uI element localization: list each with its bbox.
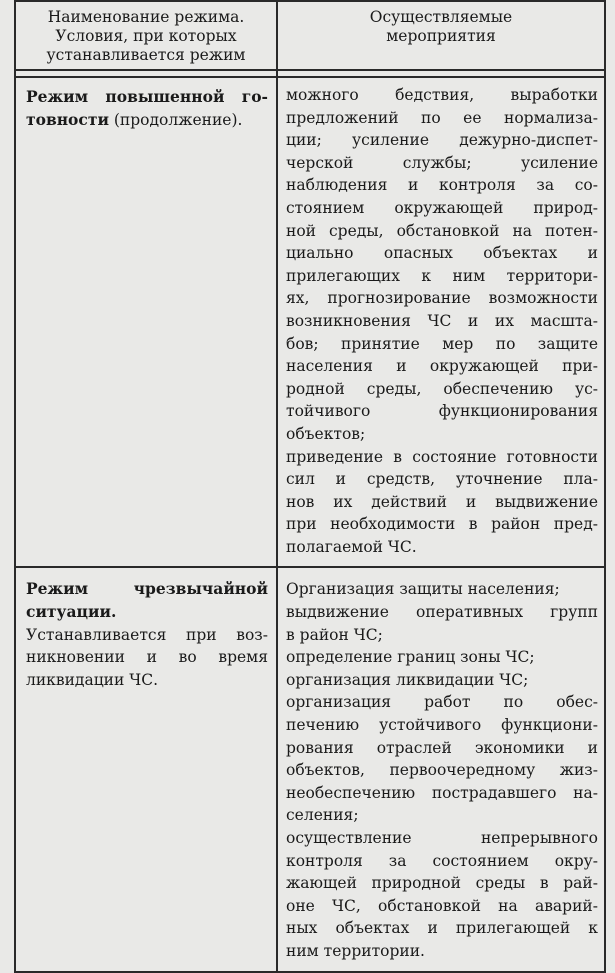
text-line: организация ликвидации ЧС;: [286, 670, 529, 689]
text-line: жающей природной среды в рай-: [286, 874, 598, 893]
text-line: предложений по ее нормализа-: [286, 108, 598, 127]
header-gap: [15, 70, 605, 77]
regimes-table: [14, 0, 606, 973]
header-line: мероприятия: [386, 27, 496, 45]
header-line: Условия, при которых: [55, 27, 237, 45]
text-line: никновении и во время: [26, 648, 268, 667]
header-line: Наименование режима.: [47, 8, 245, 26]
row2-regime-cell: [15, 567, 277, 971]
text-line: наблюдения и контроля за со-: [286, 176, 598, 195]
text-line: стоянием окружающей природ-: [286, 198, 598, 217]
text-line: полагаемой ЧС.: [286, 537, 417, 556]
text-line: Организация защиты населения;: [286, 580, 560, 599]
text-line: определение границ зоны ЧС;: [286, 648, 535, 667]
text-line: Устанавливается при воз-: [26, 625, 268, 644]
header-line: Осуществляемые: [369, 8, 513, 26]
regime-title: Режим повышенной го-: [26, 87, 268, 106]
text-line: селения;: [286, 806, 359, 825]
table-row: [15, 77, 605, 567]
text-line: приведение в состояние готовности: [286, 447, 598, 466]
text-line: организация работ по обес-: [286, 693, 598, 712]
text-line: необеспечению пострадавшего на-: [286, 783, 598, 802]
text-line: тойчивого функционирования: [286, 402, 598, 421]
header-regime-name: [15, 1, 277, 70]
text-line: в район ЧС;: [286, 625, 383, 644]
text-line: ных объектах и прилегающей к: [286, 919, 598, 938]
text-line: ликвидации ЧС.: [26, 670, 159, 689]
text-line: прилегающих к ним территори-: [286, 266, 598, 285]
text-line: печению устойчивого функциони-: [286, 716, 598, 735]
text-line: объектов;: [286, 424, 366, 443]
text-line: сил и средств, уточнение пла-: [286, 470, 598, 489]
regime-title: Режим чрезвычайной: [26, 579, 268, 599]
text-line: объектов, первоочередному жиз-: [286, 761, 598, 780]
text-line: родной среды, обеспечению ус-: [286, 379, 598, 398]
text-line: ним территории.: [286, 941, 425, 960]
header-measures: [277, 1, 605, 70]
text-line: ной среды, обстановкой на потен-: [286, 221, 598, 240]
text-line: ях, прогнозирование возможности: [286, 289, 598, 308]
text-line: осуществление непрерывного: [286, 829, 598, 847]
text-line: можного бедствия, выработки: [286, 86, 598, 104]
text-line: выдвижение оперативных групп: [286, 603, 598, 622]
text-line: населения и окружающей при-: [286, 357, 598, 376]
header-line: устанавливается режим: [46, 46, 246, 64]
text-line: при необходимости в район пред-: [286, 515, 598, 534]
regime-title-cont: товности: [26, 109, 109, 129]
row1-measures-cell: [277, 77, 605, 567]
text-line: циально опасных объектах и: [286, 244, 598, 263]
text-line: черской службы; усиление: [286, 153, 598, 172]
text-line: нов их действий и выдвижение: [286, 492, 598, 511]
text-line: бов; принятие мер по защите: [286, 334, 598, 353]
text-line: оне ЧС, обстановкой на аварий-: [286, 896, 598, 915]
text-line: рования отраслей экономики и: [286, 738, 598, 757]
regime-title-cont: ситуации.: [26, 602, 117, 622]
row1-regime-cell: [15, 77, 277, 567]
regime-note: (продолжение).: [108, 110, 243, 129]
row2-measures-cell: [277, 567, 605, 971]
text-line: возникновения ЧС и их масшта-: [286, 311, 598, 330]
regime-conditions: [26, 624, 268, 692]
table-header-row: [15, 1, 605, 70]
text-line: контроля за состоянием окру-: [286, 851, 598, 870]
table-row: [15, 567, 605, 971]
text-line: ции; усиление дежурно-диспет-: [286, 131, 598, 150]
